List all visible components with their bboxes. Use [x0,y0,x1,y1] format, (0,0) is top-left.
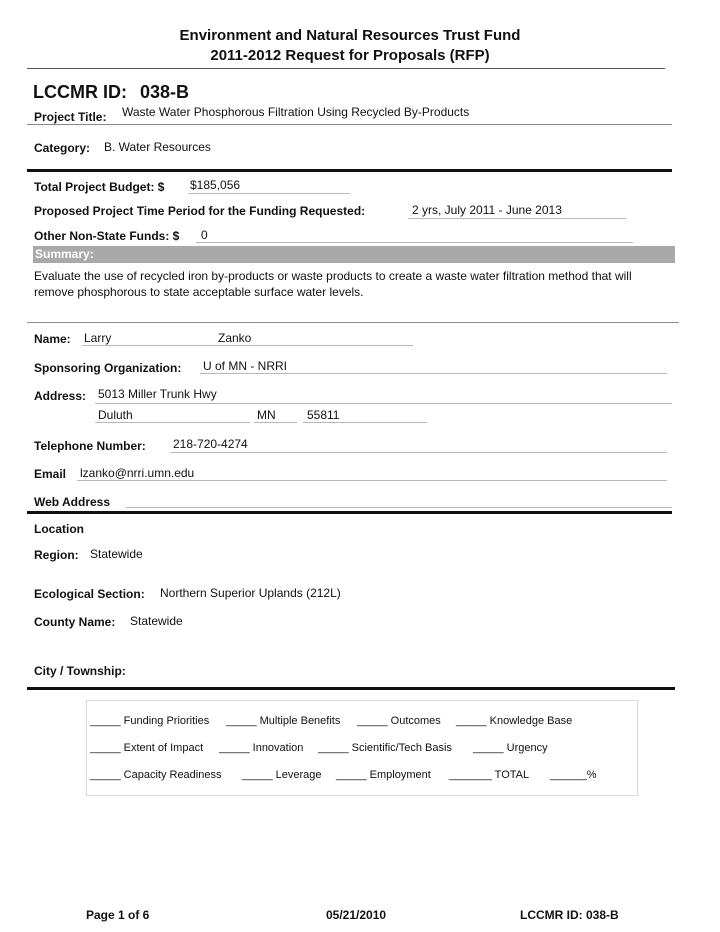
time-period-label: Proposed Project Time Period for the Funding Requested: [34,204,366,218]
category-label: Category: [34,141,91,155]
header-divider [27,68,665,69]
budget-label: Total Project Budget: $ [34,180,165,194]
summary-bar [33,246,675,263]
budget-underline [188,193,350,194]
city-value: Duluth [98,408,133,422]
zip-value: 55811 [307,408,340,422]
other-funds-value: 0 [201,228,208,242]
street-underline [95,403,672,404]
first-name-value: Larry [84,331,112,345]
address-label: Address: [34,389,87,403]
sponsoring-org-label: Sponsoring Organization: [34,361,182,375]
name-underline [82,345,413,346]
score-percent: ______% [550,769,597,781]
last-name-value: Zanko [218,331,252,345]
summary-label: Summary: [35,247,94,261]
budget-value: $185,056 [190,178,241,192]
street-value: 5013 Miller Trunk Hwy [98,387,217,401]
other-funds-label: Other Non-State Funds: $ [34,229,180,243]
score-multiple-benefits: _____ Multiple Benefits [226,715,341,727]
telephone-label: Telephone Number: [34,439,146,453]
category-value: B. Water Resources [104,140,211,154]
location-heading: Location [34,522,84,536]
lccmr-id-label: LCCMR ID: [33,82,127,102]
ecological-section-label: Ecological Section: [34,587,145,601]
email-label: Email [34,467,67,481]
score-leverage: _____ Leverage [242,769,322,781]
email-underline [77,480,667,481]
county-name-value: Statewide [130,614,183,628]
header-title-line1: Environment and Natural Resources Trust Fund [179,27,521,44]
footer-lccmr-id: LCCMR ID: 038-B [520,908,619,922]
web-address-underline [126,507,672,508]
score-innovation: _____ Innovation [219,742,304,754]
project-title-label: Project Title: [34,110,107,124]
zip-underline [303,422,427,423]
divider-1 [27,124,672,125]
county-name-label: County Name: [34,615,116,629]
footer-page-number: Page 1 of 6 [86,908,150,922]
score-urgency: _____ Urgency [473,742,548,754]
score-extent-of-impact: _____ Extent of Impact [90,742,204,754]
score-knowledge-base: _____ Knowledge Base [456,715,573,727]
lccmr-id-heading [33,82,189,103]
sponsoring-org-value: U of MN - NRRI [203,359,287,373]
footer-date: 05/21/2010 [326,908,387,922]
city-underline [95,422,250,423]
name-label: Name: [34,332,71,346]
score-scientific-tech-basis: _____ Scientific/Tech Basis [318,742,452,754]
project-title-value: Waste Water Phosphorous Filtration Using Recycled By-Products [122,105,470,119]
telephone-underline [170,452,667,453]
scoring-box [86,700,638,796]
time-period-underline [408,218,626,219]
score-outcomes: _____ Outcomes [357,715,441,727]
divider-thick-3 [27,687,675,690]
email-value: lzanko@nrri.umn.edu [80,466,195,480]
telephone-value: 218-720-4274 [173,437,248,451]
score-funding-priorities: _____ Funding Priorities [90,715,210,727]
state-value: MN [257,408,276,422]
divider-thick-1 [27,169,672,172]
score-total: _______ TOTAL [449,769,530,781]
state-underline [254,422,297,423]
region-label: Region: [34,548,79,562]
summary-text: Evaluate the use of recycled iron by-products or waste products to create a waste water filtration method that will remove phosphorous to state acceptable surface water levels. [34,269,632,299]
score-employment: _____ Employment [336,769,431,781]
divider-thick-2 [27,511,672,514]
lccmr-id-value: 038-B [140,82,190,102]
divider-2 [27,322,679,323]
city-township-label: City / Township: [34,664,126,678]
ecological-section-value: Northern Superior Uplands (212L) [160,586,341,600]
sponsoring-org-underline [200,373,667,374]
header-title-line2: 2011-2012 Request for Proposals (RFP) [210,47,490,64]
other-funds-underline [196,242,633,243]
score-capacity-readiness: _____ Capacity Readiness [90,769,222,781]
region-value: Statewide [90,547,143,561]
web-address-label: Web Address [34,495,111,509]
time-period-value: 2 yrs, July 2011 - June 2013 [412,203,562,217]
